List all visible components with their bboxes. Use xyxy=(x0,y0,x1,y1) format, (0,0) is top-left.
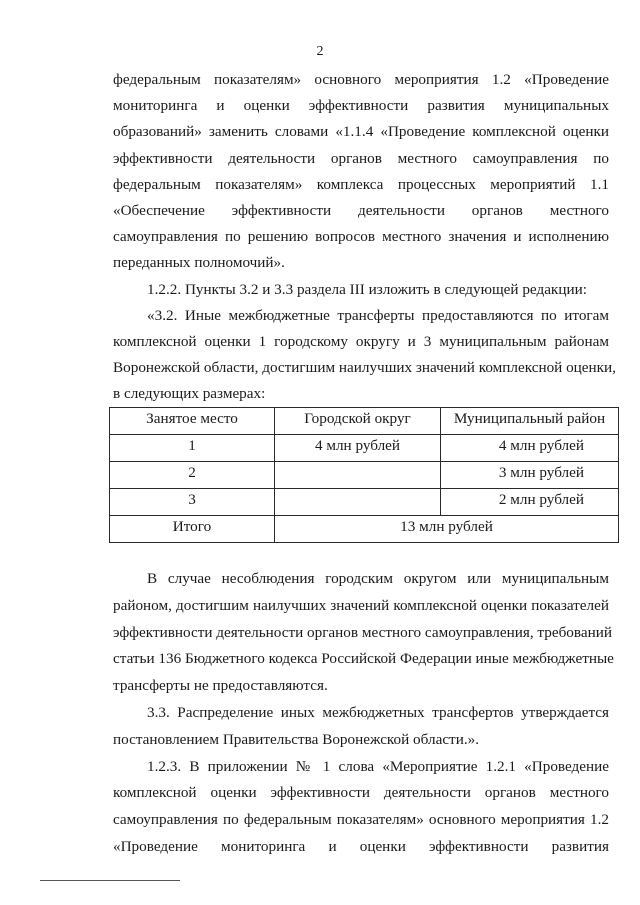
text-line: эффективности деятельности органов местного самоуправления, требований xyxy=(113,623,612,641)
table-row xyxy=(110,489,619,516)
text-line: в следующих размерах: xyxy=(113,385,266,403)
header-municipal-district: Муниципальный район xyxy=(441,408,619,435)
text-line: 3.3. Распределение иных межбюджетных трансфертов утверждается xyxy=(147,704,609,721)
row-city-amount: 4 млн рублей xyxy=(275,435,441,462)
header-city-district: Городской округ xyxy=(275,408,441,435)
row-place: 1 xyxy=(110,435,275,462)
row-place: 3 xyxy=(110,489,275,516)
text-line: переданных полномочий». xyxy=(113,254,285,272)
text-line: «Обеспечение эффективности деятельности органов местного xyxy=(113,202,609,219)
text-line: федеральным показателям» основного мероприятия 1.2 «Проведение xyxy=(113,71,609,88)
row-city-amount xyxy=(275,489,441,516)
text-line: самоуправления по федеральным показателям» основного мероприятия 1.2 xyxy=(113,811,609,829)
row-municipal-amount: 4 млн рублей xyxy=(441,435,619,462)
text-line: постановлением Правительства Воронежской области.». xyxy=(113,730,480,748)
table-header-row xyxy=(110,408,619,435)
text-line: районом, достигшим наилучших значений комплексной оценки показателей xyxy=(113,596,609,614)
text-line: комплексной оценки 1 городскому округу и 3 муниципальным районам xyxy=(113,333,609,350)
text-line: «3.2. Иные межбюджетные трансферты предоставляются по итогам xyxy=(147,306,609,324)
row-place: 2 xyxy=(110,462,275,489)
table-row xyxy=(110,435,619,462)
total-value: 13 млн рублей xyxy=(275,516,619,543)
row-city-amount xyxy=(275,462,441,489)
text-line: образований» заменить словами «1.1.4 «Проведение комплексной оценки xyxy=(113,123,609,141)
text-line: Воронежской области, достигшим наилучших значений комплексной оценки, xyxy=(113,359,616,377)
header-place: Занятое место xyxy=(110,408,275,435)
transfers-table xyxy=(109,407,619,543)
text-line: самоуправления по решению вопросов местного значения и исполнению xyxy=(113,228,609,246)
footer-rule xyxy=(40,880,180,881)
text-line: статьи 136 Бюджетного кодекса Российской Федерации иные межбюджетные xyxy=(113,650,614,668)
text-line: комплексной оценки эффективности деятельности органов местного xyxy=(113,784,609,802)
text-line: В случае несоблюдения городским округом или муниципальным xyxy=(147,570,609,587)
text-line: 1.2.2. Пункты 3.2 и 3.3 раздела III изложить в следующей редакции: xyxy=(147,280,587,298)
text-line: 1.2.3. В приложении № 1 слова «Мероприятие 1.2.1 «Проведение xyxy=(147,757,609,775)
row-municipal-amount: 2 млн рублей xyxy=(441,489,619,516)
row-municipal-amount: 3 млн рублей xyxy=(441,462,619,489)
text-line: мониторинга и оценки эффективности развития муниципальных xyxy=(113,97,609,115)
text-line: федеральным показателям» комплекса процессных мероприятий 1.1 xyxy=(113,175,609,193)
table-total-row xyxy=(110,516,619,543)
text-line: «Проведение мониторинга и оценки эффективности развития xyxy=(113,838,609,855)
text-line: эффективности деятельности органов местного самоуправления по xyxy=(113,149,609,167)
text-line: трансферты не предоставляются. xyxy=(113,677,328,695)
table-row xyxy=(110,462,619,489)
page-number: 2 xyxy=(316,44,324,59)
total-label: Итого xyxy=(110,516,275,543)
